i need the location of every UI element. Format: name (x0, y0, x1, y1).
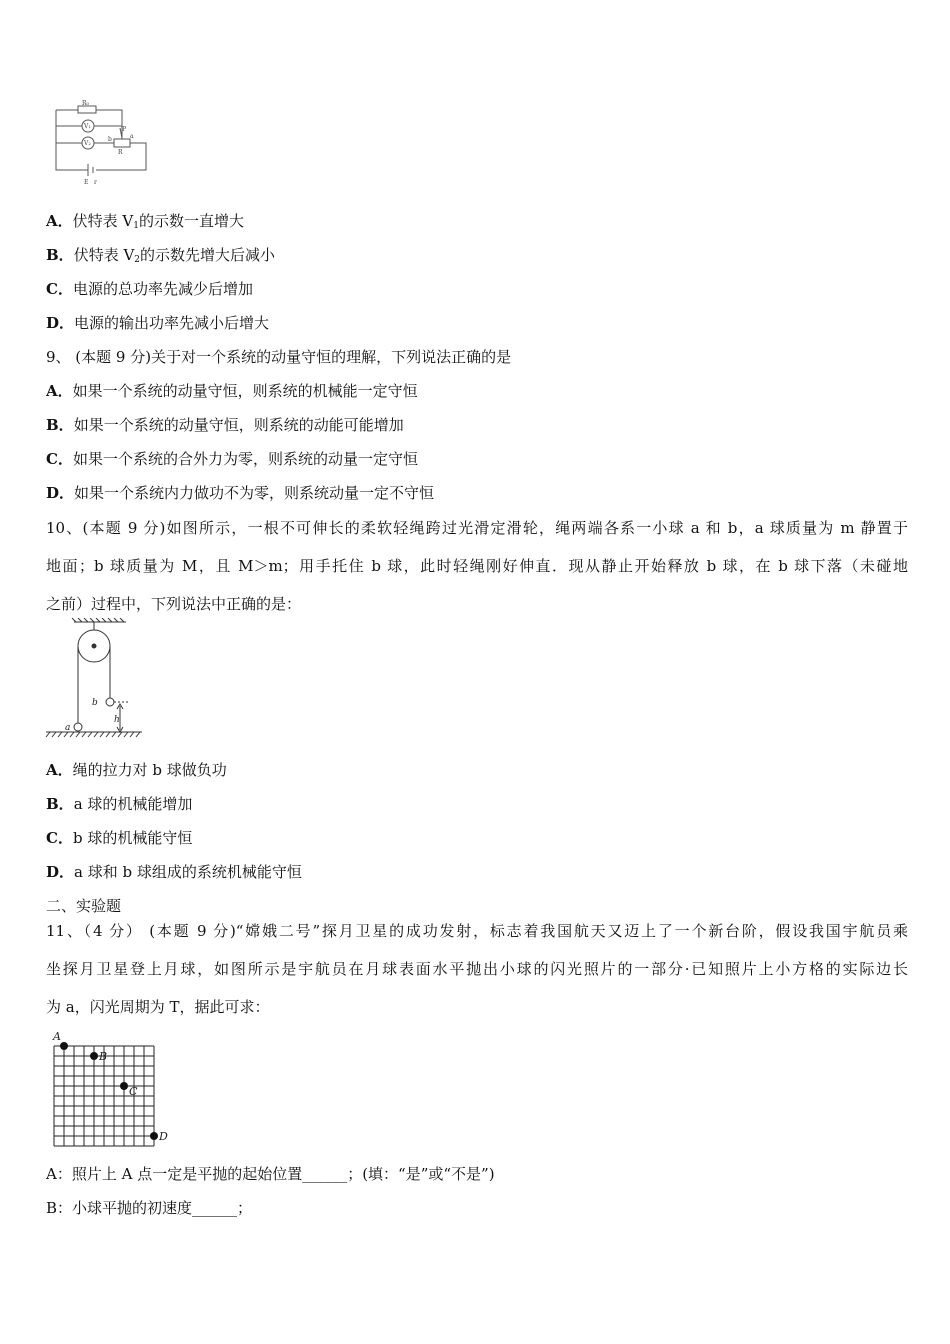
q11-part-a: A：照片上 A 点一定是平抛的起始位置______；(填：“是”或“不是”) (46, 1165, 495, 1183)
b-label: b (108, 136, 112, 143)
q9-option-c: C．如果一个系统的合外力为零，则系统的动量一定守恒 (46, 450, 418, 468)
q11-stem-line2: 坐探月卫星登上月球，如图所示是宇航员在月球表面水平抛出小球的闪光照片的一部分·已知照片上小方格的实际边长 (46, 960, 908, 978)
q9-option-b: B．如果一个系统的动量守恒，则系统的动能可能增加 (46, 416, 404, 434)
q11-part-b: B：小球平抛的初速度______； (46, 1199, 253, 1217)
q10-option-b: B．a 球的机械能增加 (46, 795, 193, 813)
q8-option-d: D．电源的输出功率先减小后增大 (46, 314, 270, 332)
q8-option-b: B．伏特表 $V_2$的示数先增大后减小 (46, 246, 276, 265)
a-label: a (130, 133, 134, 140)
q9-stem: 9、 (本题 9 分)关于对一个系统的动量守恒的理解，下列说法正确的是 (46, 348, 512, 366)
ball-a-label: a (65, 723, 71, 733)
height-h-label: h (114, 715, 120, 725)
ball-b-label: b (92, 698, 98, 708)
q10-stem-line2: 地面；b 球质量为 M，且 M＞m；用手托住 b 球，此时轻绳刚好伸直．现从静止开始释放 b 球，在 b 球下落（未碰地 (46, 557, 908, 575)
q10-option-a: A．绳的拉力对 b 球做负功 (46, 761, 227, 779)
q9-option-d: D．如果一个系统内力做功不为零，则系统动量一定不守恒 (46, 484, 435, 502)
pulley-diagram (44, 618, 144, 740)
q9-option-a: A．如果一个系统的动量守恒，则系统的机械能一定守恒 (46, 382, 418, 400)
r0-label: R₀ (82, 100, 89, 107)
point-b-label: B (99, 1050, 108, 1063)
v2-label: V₂ (84, 140, 91, 147)
v1-label: V₁ (84, 123, 91, 130)
q10-option-d: D．a 球和 b 球组成的系统机械能守恒 (46, 863, 302, 881)
circuit-diagram (52, 98, 152, 188)
q11-stem-line3: 为 a，闪光周期为 T，据此可求： (46, 998, 270, 1016)
r-label: R (118, 149, 123, 156)
q10-stem-line1: 10、(本题 9 分)如图所示，一根不可伸长的柔软轻绳跨过光滑定滑轮，绳两端各系一小球 a 和 b，a 球质量为 m 静置于 (46, 519, 908, 537)
point-c-label: C (129, 1085, 138, 1098)
e-label: E (84, 179, 89, 186)
q10-stem-line3: 之前）过程中，下列说法中正确的是： (46, 595, 302, 613)
q11-stem-line1: 11、（4 分） (本题 9 分)“嫦娥二号”探月卫星的成功发射，标志着我国航天又迈上了一个新台阶，假设我国宇航员乘 (46, 922, 908, 940)
flash-photo-grid (44, 1028, 180, 1150)
section-title: 二、实验题 (46, 897, 122, 915)
point-d-label: D (159, 1130, 168, 1143)
q10-option-c: C．b 球的机械能守恒 (46, 829, 193, 847)
q8-option-c: C．电源的总功率先减少后增加 (46, 280, 253, 298)
p-label: P (122, 126, 127, 133)
q8-option-a: A．伏特表 $V_1$的示数一直增大 (46, 212, 244, 231)
point-a-label: A (53, 1030, 61, 1043)
r-internal-label: r (94, 179, 97, 186)
